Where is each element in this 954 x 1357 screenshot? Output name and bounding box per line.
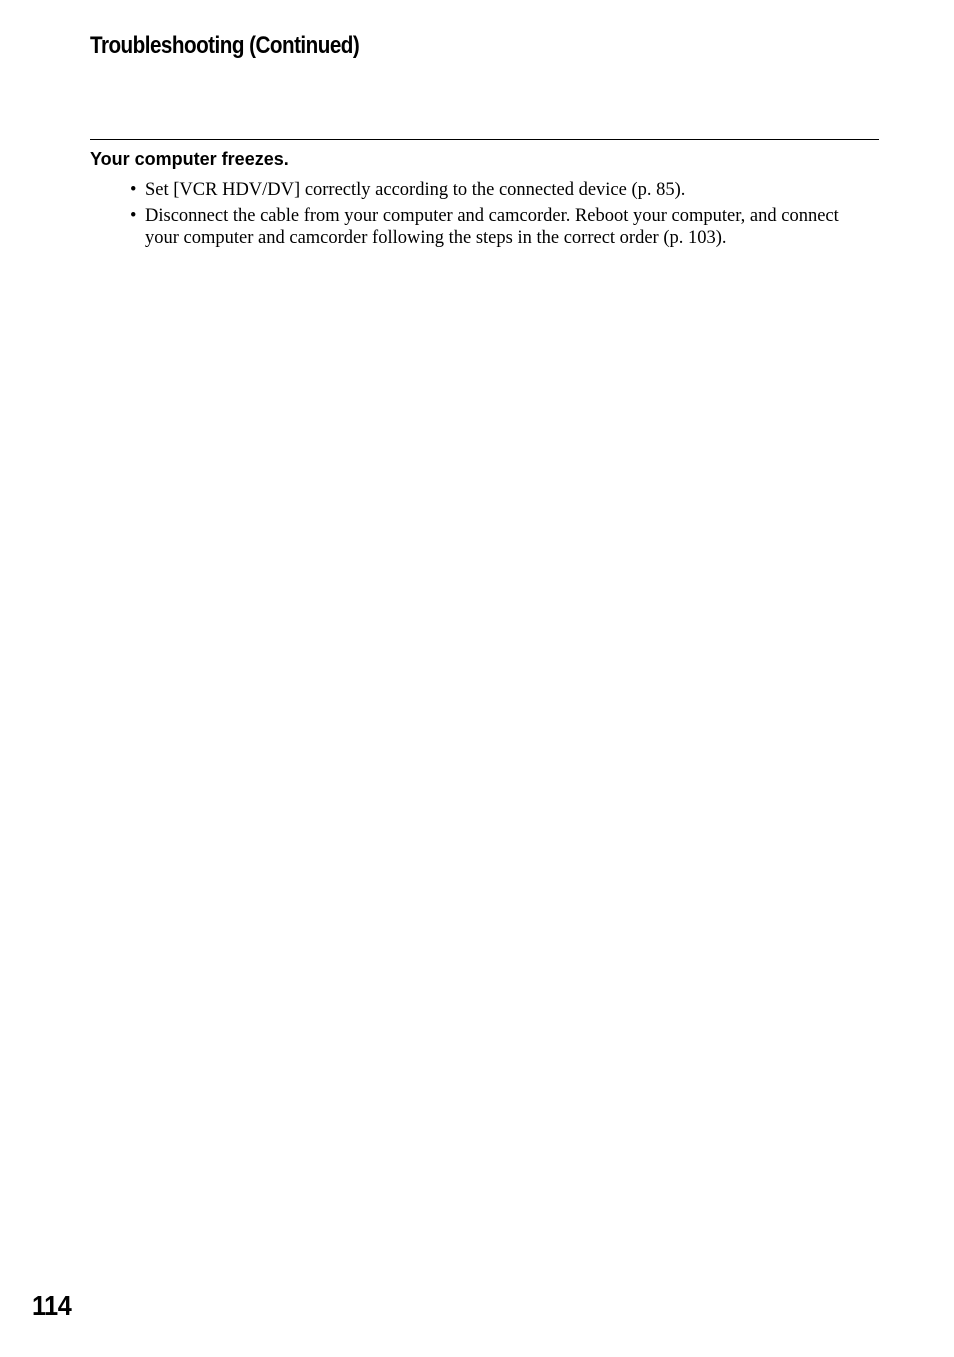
section-title: Troubleshooting (Continued) [90, 32, 360, 59]
list-item [130, 179, 850, 201]
list-item-text: Disconnect the cable from your computer and camcorder. Reboot your computer, and connect your computer and camcorder following the steps in the correct order (p. 103). [145, 206, 839, 248]
bullet-icon: • [130, 180, 137, 200]
list-item [130, 205, 850, 249]
divider [90, 139, 879, 140]
bullet-icon: • [130, 206, 137, 226]
topic-heading: Your computer freezes. [90, 149, 289, 169]
bullet-list [130, 179, 850, 253]
list-item-text: Set [VCR HDV/DV] correctly according to the connected device (p. 85). [145, 180, 686, 200]
page-number: 114 [32, 1290, 72, 1321]
